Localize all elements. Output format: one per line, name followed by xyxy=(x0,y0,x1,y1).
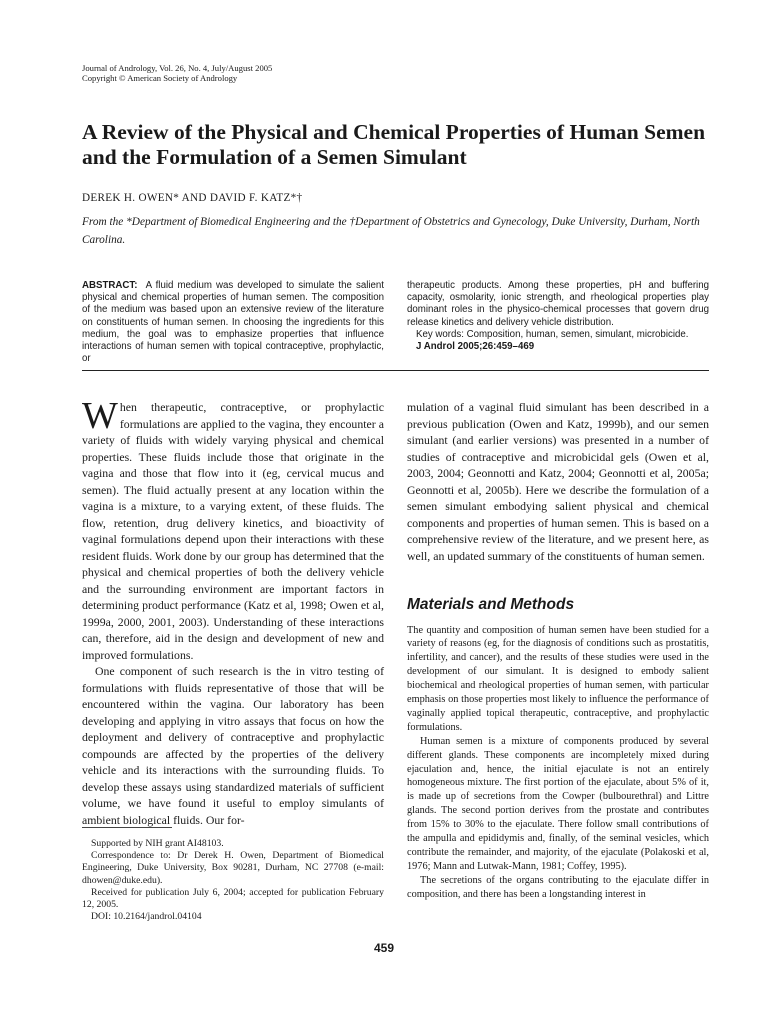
journal-info xyxy=(82,63,272,83)
footnote-funding: Supported by NIH grant AI48103. xyxy=(91,838,224,849)
footnote-correspondence: Correspondence to: Dr Derek H. Owen, Department of Biomedical Engineering, Duke University, Box 90281, Durham, NC 27708 (e-mail: dhowen@duke.edu). xyxy=(82,850,384,886)
page-number: 459 xyxy=(373,941,395,955)
abstract-divider xyxy=(82,370,709,371)
intro-paragraph-1-text: hen therapeutic, contraceptive, or prophylactic formulations are applied to the vagina, they encounter a variety of fluids with widely varying physical and chemical properties. These fluids include those that originate in the vagina and those that flow into it (eg, cervical mucus and semen). The fluid actually present at any location within the vagina is a mixture, to a varying extent, of these fluids. The flow, retention, drug delivery kinetics, and bioactivity of vaginal formulations depend upon their interactions with these resident fluids. Work done by our group has determined that the physical and chemical properties of both the delivery vehicle and the surrounding environment are important factors in determining product performance (Katz et al, 1998; Owen et al, 1999a, 2000, 2001, 2003). Understanding of these interactions can, therefore, aid in the design and development of new and improved formulations. xyxy=(82,400,384,662)
abstract-left-column xyxy=(82,280,384,365)
intro-paragraph-1 xyxy=(82,395,384,663)
footnote-received: Received for publication July 6, 2004; accepted for publication February 12, 2005. xyxy=(82,886,384,911)
body-left-column xyxy=(82,395,384,828)
footnote-doi: DOI: 10.2164/jandrol.04104 xyxy=(91,911,202,923)
intro-paragraph-3: mulation of a vaginal fluid simulant has been described in a previous publication (Owen and Katz, 1999b), and our semen simulant (and earlier versions) was presented in a number of studies of contraceptive and microbicidal gels (Owen et al, 2003, 2004; Geonnotti and Katz, 2004; Geonnotti et al, 2005a; Geonnotti et al, 2005b). Here we describe the formulation of a semen simulant embodying salient physical and chemical components and properties of human semen. This is based on a comprehensive review of the literature, and we present here, as well, an updated summary of the constituents of human semen. xyxy=(407,400,709,563)
affiliation: From the *Department of Biomedical Engineering and the †Department of Obstetrics and Gynecology, Duke University, Durham, North Carolina. xyxy=(82,216,700,246)
methods-paragraph-3: The secretions of the organs contributing to the ejaculate differ in composition, and there has been a longstanding interest in xyxy=(407,874,709,900)
abstract-text-right: therapeutic products. Among these properties, pH and buffering capacity, osmolarity, ionic strength, and rheological properties play dominant roles in the physico-chemical processes that govern drug release kinetics and delivery vehicle distribution. xyxy=(407,280,709,328)
article-title: A Review of the Physical and Chemical Properties of Human Semen and the Formulation of a Semen Simulant xyxy=(82,120,706,169)
methods-paragraph-2: Human semen is a mixture of components produced by several different glands. These components are incompletely mixed during ejaculation and, hence, the initial ejaculate is not an entirely homogeneous mixture. The first portion of the ejaculate, about 5% of it, is made up of secretions from the Cowper (bulbourethral) and Littre glands. The second portion derives from the prostate and contributes from 15% to 30% to the ejaculate. There follow small contributions of the ampulla and epididymis and, finally, of the seminal vesicles, which contribute the remainder, and majority, of the ejaculate (Polakoski et al, 1976; Mann and Lutwak-Mann, 1981; Coffey, 1995). xyxy=(407,735,709,872)
citation: J Androl 2005;26:459–469 xyxy=(416,341,535,353)
footnotes xyxy=(82,838,384,923)
keywords: Key words: Composition, human, semen, simulant, microbicide. xyxy=(416,328,689,340)
methods-text xyxy=(407,624,709,902)
footnote-divider xyxy=(82,827,172,828)
methods-paragraph-1: The quantity and composition of human semen have been studied for a variety of reasons (eg, for the diagnosis of conditions such as prostatitis, infertility, and cancer), and the results of these studies were used in the development of our simulant. It is designed to embody salient biochemical and rheological properties of human semen, with particular emphasis on those properties most likely to influence the performance of vaginally applied topical therapeutic, contraceptive, and prophylactic formulations. xyxy=(407,624,709,733)
authors: DEREK H. OWEN* AND DAVID F. KATZ*† xyxy=(82,192,303,204)
drop-cap: W xyxy=(82,395,118,437)
intro-paragraph-2: One component of such research is the in vitro testing of formulations with fluids representative of those that will be encountered within the vagina. Our laboratory has been developing and applying in vitro assays that focus on how the deployment and delivery of contraceptive and prophylactic compounds are affected by the properties of the delivery vehicle and its interactions with the surrounding fluids. To develop these assays using standardized materials of sufficient volume, we have found it useful to employ simulants of ambient biological fluids. Our for- xyxy=(82,664,384,827)
abstract-text-left: A fluid medium was developed to simulate the salient physical and chemical properties of human semen. The composition of the medium was based upon an extensive review of the literature on constituents of human semen. In choosing the ingredients for this medium, the goal was to emphasize properties that influence interactions of human semen with topical contraceptive, prophylactic, or xyxy=(82,280,384,365)
journal-citation-line: Journal of Andrology, Vol. 26, No. 4, July/August 2005 xyxy=(82,63,273,73)
abstract-right-column xyxy=(407,280,709,353)
abstract-label: ABSTRACT: xyxy=(82,280,138,291)
copyright-line: Copyright © American Society of Andrology xyxy=(82,73,238,83)
body-right-column xyxy=(407,399,709,902)
section-heading: Materials and Methods xyxy=(407,596,575,613)
